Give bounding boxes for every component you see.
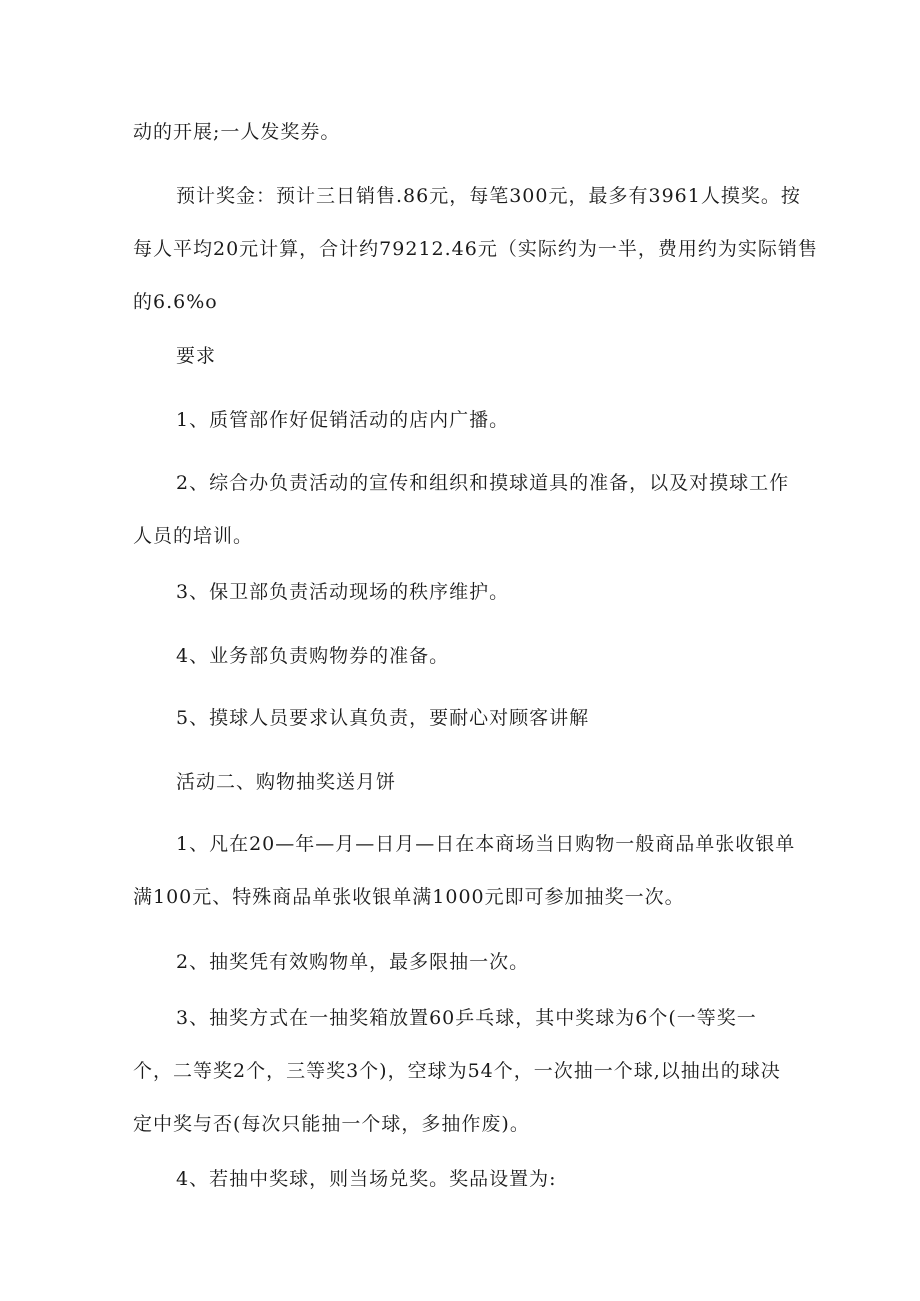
text-line: 3、抽奖方式在一抽奖箱放置60乒乓球，其中奖球为6个(一等奖一 <box>176 1007 757 1029</box>
text-line: 1、质管部作好促销活动的店内广播。 <box>176 409 510 431</box>
text-line: 要求 <box>176 345 217 367</box>
paragraph-estimated-prize <box>133 170 818 329</box>
text-line: 2、抽奖凭有效购物单，最多限抽一次。 <box>176 951 530 973</box>
text-line: 2、综合办负责活动的宣传和组织和摸球道具的准备，以及对摸球工作 <box>176 472 790 494</box>
section-heading-activity-two <box>133 756 793 809</box>
text-line: 个，二等奖2个，三等奖3个)，空球为54个，一次抽一个球,以抽出的球决 <box>133 1060 781 1082</box>
text-line: 4、若抽中奖球，则当场兑奖。奖品设置为: <box>176 1168 557 1190</box>
activity-two-item-4 <box>133 1153 793 1206</box>
text-line: 5、摸球人员要求认真负责，要耐心对顾客讲解 <box>176 707 590 729</box>
requirement-item-5 <box>133 692 793 745</box>
text-line: 动的开展;一人发奖券。 <box>133 121 341 143</box>
text-line: 的6.6%o <box>133 291 218 313</box>
requirement-item-1 <box>133 394 793 447</box>
text-line: 4、业务部负责购物券的准备。 <box>176 645 450 667</box>
text-line: 3、保卫部负责活动现场的秩序维护。 <box>176 581 510 603</box>
text-line: 预计奖金：预计三日销售.86元，每笔300元，最多有3961人摸奖。按 <box>176 185 801 207</box>
text-line: 1、凡在20—年—月—日月—日在本商场当日购物一般商品单张收银单 <box>176 833 796 855</box>
text-line: 定中奖与否(每次只能抽一个球，多抽作废)。 <box>133 1113 530 1135</box>
requirement-item-2 <box>133 457 793 563</box>
activity-two-item-3 <box>133 992 793 1151</box>
requirement-item-3 <box>133 566 793 619</box>
text-line: 活动二、购物抽奖送月饼 <box>176 771 397 793</box>
text-line: 每人平均20元计算，合计约79212.46元（实际约为一半，费用约为实际销售 <box>133 238 818 260</box>
requirement-item-4 <box>133 630 793 683</box>
text-line: 满100元、特殊商品单张收银单满1000元即可参加抽奖一次。 <box>133 886 685 908</box>
activity-two-item-2 <box>133 936 793 989</box>
paragraph-activity-continuation <box>133 106 793 159</box>
section-heading-requirements <box>133 330 793 383</box>
text-line: 人员的培训。 <box>133 525 254 547</box>
activity-two-item-1 <box>133 818 796 924</box>
